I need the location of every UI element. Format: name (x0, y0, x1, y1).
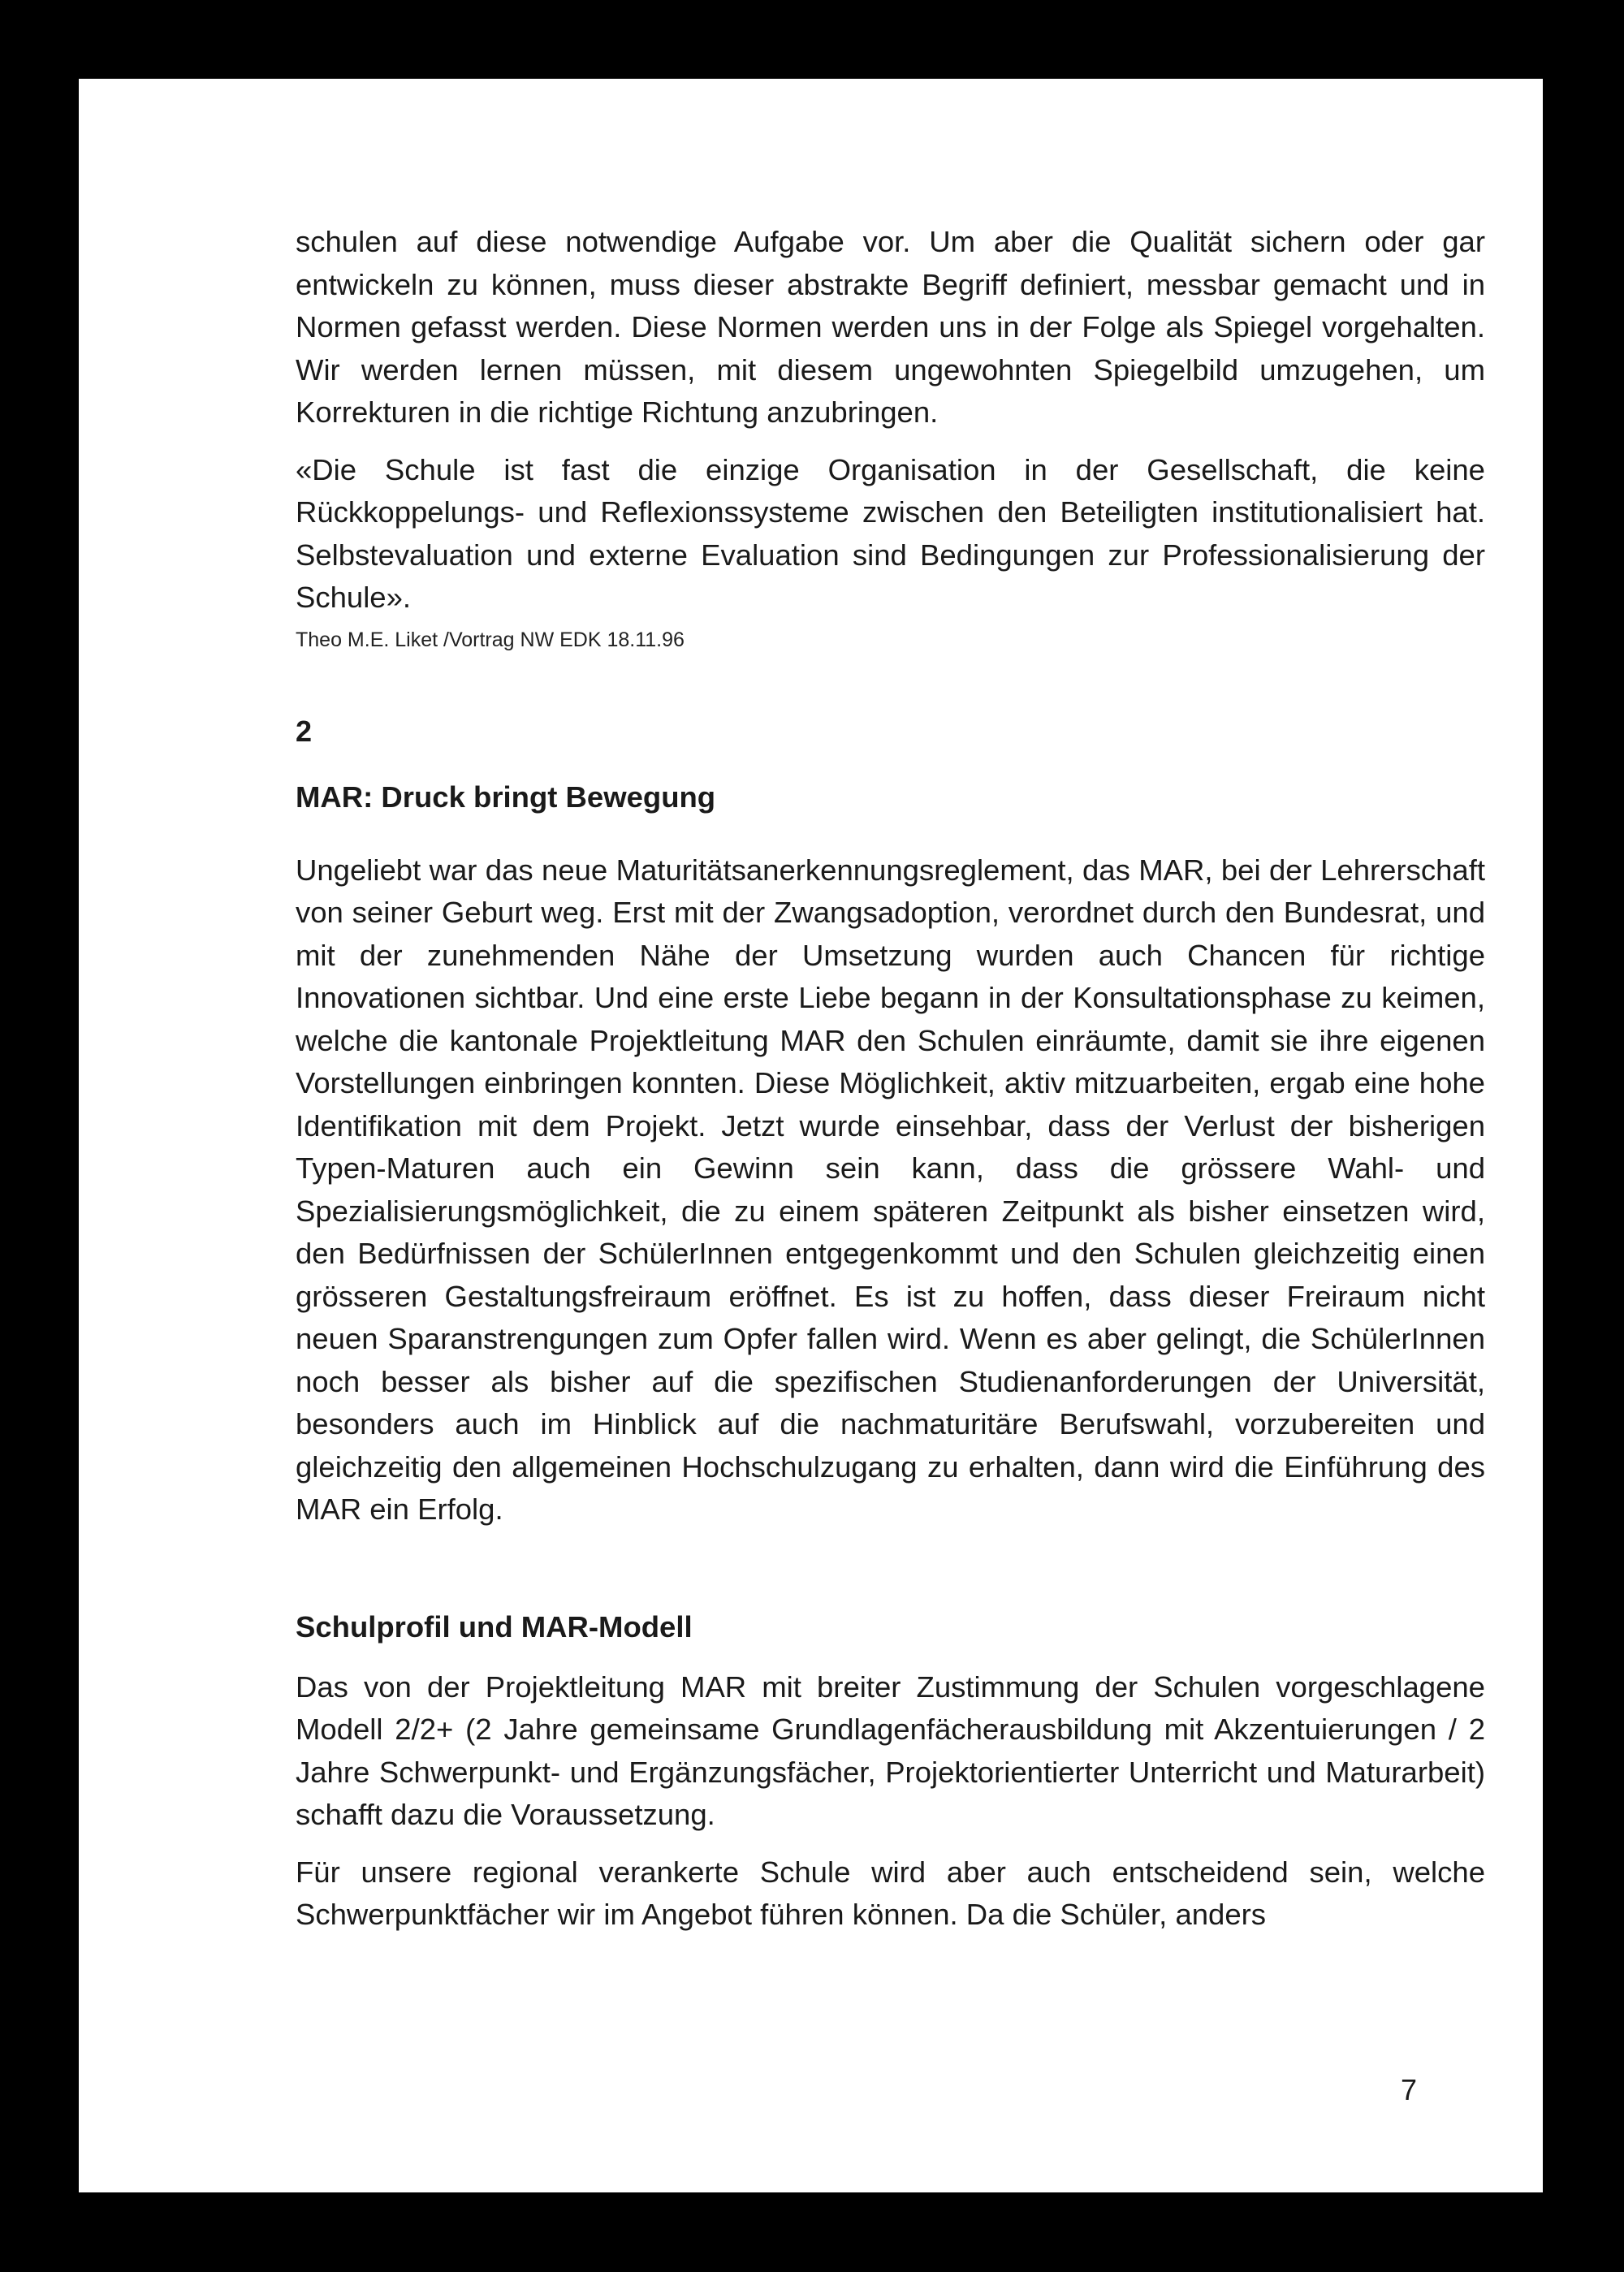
quote-paragraph: «Die Schule ist fast die einzige Organisation in der Gesellschaft, die keine Rückkoppelungs- und Reflexionssysteme zwischen den Beteiligten institutionalisiert hat. Selbstevaluation und externe Evaluation sind Bedingungen zur Professionalisierung der Schule». (296, 452, 1485, 614)
section-title: MAR: Druck bringt Bewegung (296, 780, 716, 814)
intro-paragraph: schulen auf diese notwendige Aufgabe vor. Um aber die Qualität sichern oder gar entwickeln zu können, muss dieser abstrakte Begriff definiert, messbar gemacht und in Normen gefasst werden. Diese Normen werden uns in der Folge als Spiegel vorgehalten. Wir werden lernen müssen, mit diesem ungewohnten Spiegelbild umzugehen, um Korrekturen in die richtige Richtung anzubringen. (296, 225, 1485, 429)
section-paragraph: Ungeliebt war das neue Maturitätsanerkennungsreglement, das MAR, bei der Lehrerschaft von seiner Geburt weg. Erst mit der Zwangsadoption, verordnet durch den Bundesrat, und mit der zunehmenden Nähe der Umsetzung wurden auch Chancen für richtige Innovationen sichtbar. Und eine erste Liebe begann in der Konsultationsphase zu keimen, welche die kantonale Projektleitung MAR den Schulen einräumte, damit sie ihre eigenen Vorstellungen einbringen konnten. Diese Möglichkeit, aktiv mitzuarbeiten, ergab eine hohe Identifikation mit dem Projekt. Jetzt wurde einsehbar, dass der Verlust der bisherigen Typen-Maturen auch ein Gewinn sein kann, dass die grössere Wahl- und Spezialisierungsmöglichkeit, die zu einem späteren Zeitpunkt als bisher einsetzen wird, den Bedürfnissen der SchülerInnen entgegenkommt und den Schulen gleichzeitig einen grösseren Gestaltungsfreiraum eröffnet. Es ist zu hoffen, dass dieser Freiraum nicht neuen Sparanstrengungen zum Opfer fallen wird. Wenn es aber gelingt, die SchülerInnen noch besser als bisher auf die spezifischen Studienanforderungen der Universität, besonders auch im Hinblick auf die nachmaturitäre Berufswahl, vorzubereiten und gleichzeitig den allgemeinen Hochschulzugang zu erhalten, dann wird die Einführung des MAR ein Erfolg. (296, 853, 1485, 1526)
page-content (296, 221, 1485, 1937)
document-page (79, 79, 1543, 2192)
subsection-paragraph-1: Das von der Projektleitung MAR mit breiter Zustimmung der Schulen vorgeschlagene Modell 2/2+ (2 Jahre gemeinsame Grundlagenfächerausbildung mit Akzentuierungen / 2 Jahre Schwerpunkt- und Ergänzungsfächer, Projektorientierter Unterricht und Maturarbeit) schafft dazu die Voraussetzung. (296, 1669, 1485, 1831)
quote-citation: Theo M.E. Liket /Vortrag NW EDK 18.11.96 (296, 628, 685, 651)
section-number: 2 (296, 714, 313, 748)
page-number: 7 (1400, 2073, 1417, 2106)
subsection-paragraph-2: Für unsere regional verankerte Schule wird aber auch entscheidend sein, welche Schwerpunktfächer wir im Angebot führen können. Da die Schüler, anders (296, 1855, 1485, 1931)
subsection-title: Schulprofil und MAR-Modell (296, 1609, 693, 1644)
